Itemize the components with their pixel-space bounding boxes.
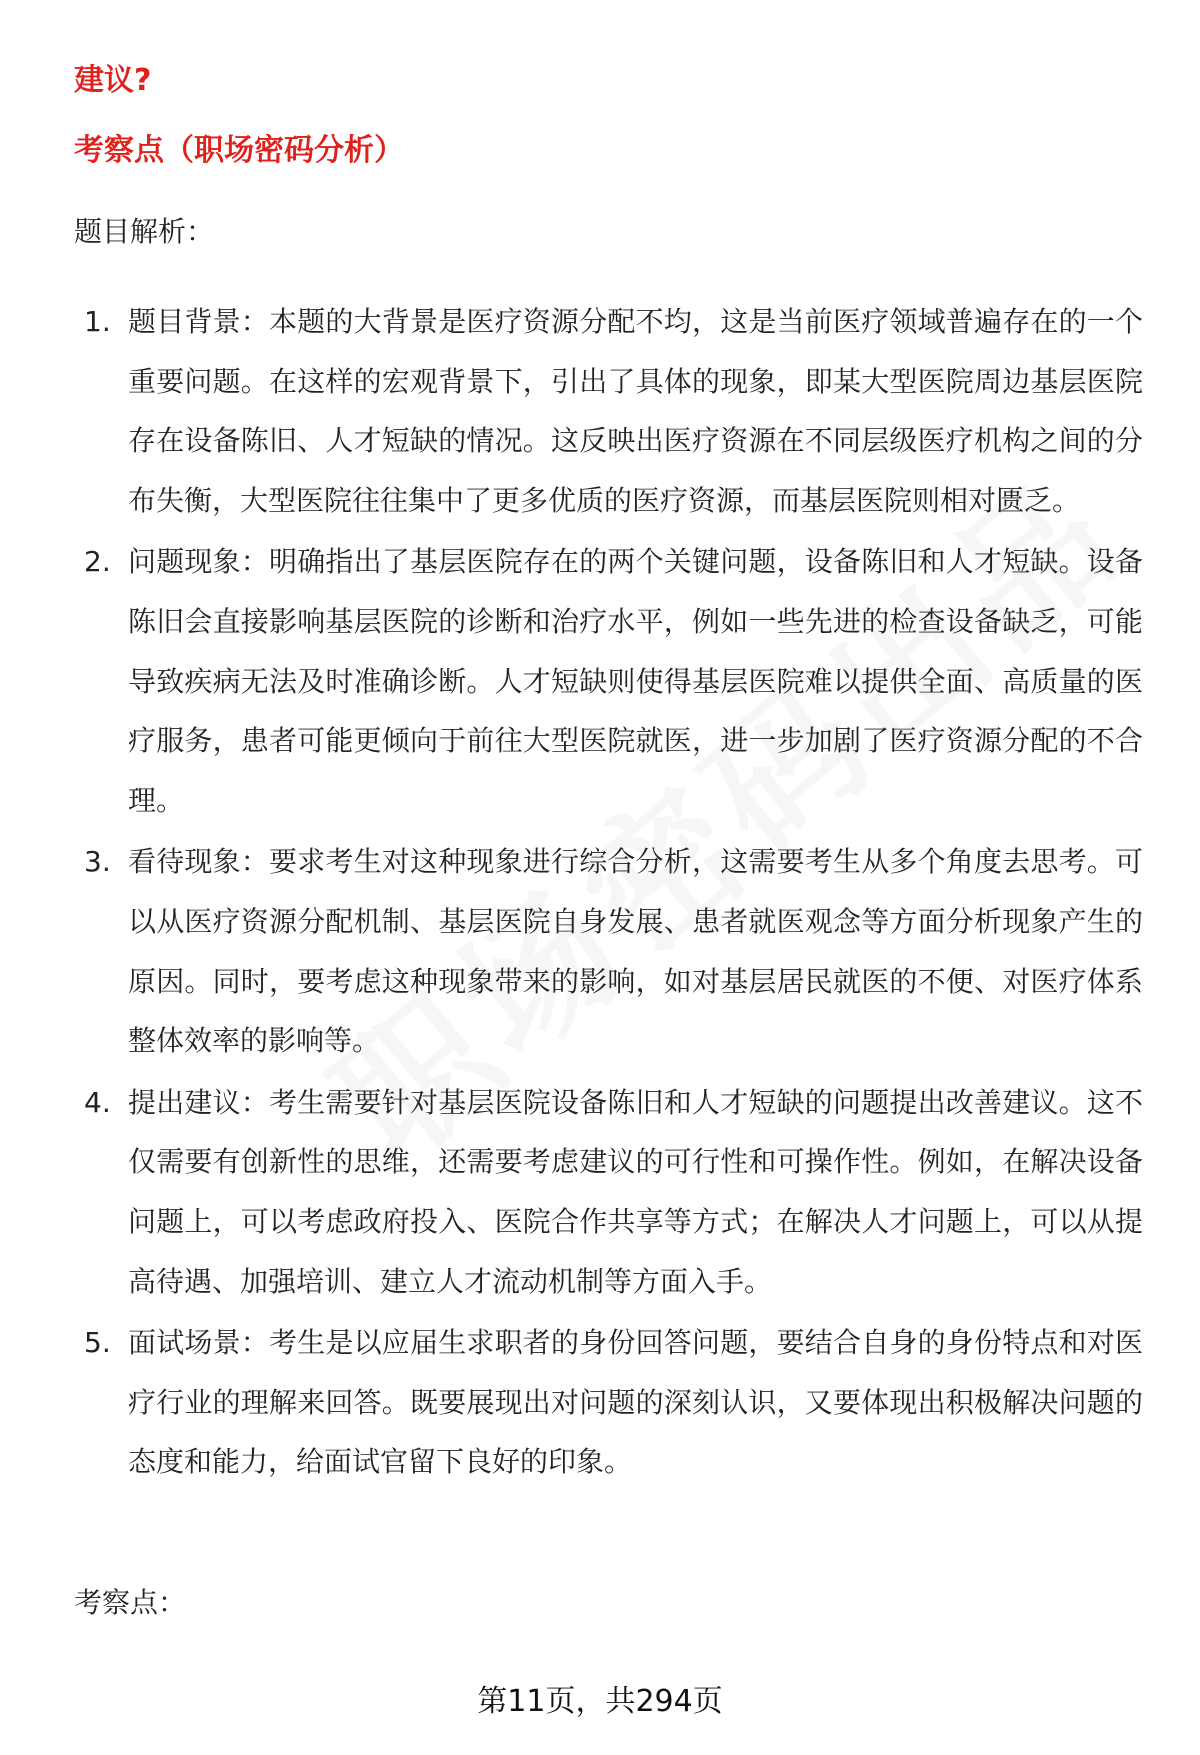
item-text: 提出建议：考生需要针对基层医院设备陈旧和人才短缺的问题提出改善建议。这不仅需要有创新性的思维，还需要考虑建议的可行性和可操作性。例如，在解决设备问题上，可以考虑政府投入、医院合作共享等方式；在解决人才问题上，可以从提高待遇、加强培训、建立人才流动机制等方面入手。 [128, 1085, 1143, 1298]
list-item [0, 532, 1200, 830]
heading-exam-points: 考察点（职场密码分析） [74, 133, 404, 168]
analysis-list [0, 292, 1200, 1494]
exam-points-label: 考察点： [74, 1586, 187, 1619]
list-item [0, 1073, 1200, 1311]
item-number: 4. [84, 1085, 111, 1119]
item-text: 题目背景：本题的大背景是医疗资源分配不均，这是当前医疗领域普遍存在的一个重要问题。在这样的宏观背景下，引出了具体的现象，即某大型医院周边基层医院存在设备陈旧、人才短缺的情况。这反映出医疗资源在不同层级医疗机构之间的分布失衡，大型医院往往集中了更多优质的医疗资源，而基层医院则相对匮乏。 [128, 305, 1143, 517]
item-number: 5. [84, 1326, 111, 1360]
heading-suggestion: 建议? [74, 63, 152, 98]
analysis-label: 题目解析： [74, 215, 215, 248]
item-text: 看待现象：要求考生对这种现象进行综合分析，这需要考生从多个角度去思考。可以从医疗资源分配机制、基层医院自身发展、患者就医观念等方面分析现象产生的原因。同时，要考虑这种现象带来的影响，如对基层居民就医的不便、对医疗体系整体效率的影响等。 [128, 845, 1143, 1058]
page-footer: 第11页，共294页 [477, 1684, 723, 1719]
item-number: 1. [84, 305, 111, 338]
list-item [0, 292, 1200, 530]
item-text: 面试场景：考生是以应届生求职者的身份回答问题，要结合自身的身份特点和对医疗行业的理解来回答。既要展现出对问题的深刻认识，又要体现出积极解决问题的态度和能力，给面试官留下良好的印象。 [128, 1326, 1143, 1479]
list-item [0, 1313, 1200, 1492]
item-number: 3. [84, 845, 111, 879]
item-text: 问题现象：明确指出了基层医院存在的两个关键问题，设备陈旧和人才短缺。设备陈旧会直接影响基层医院的诊断和治疗水平，例如一些先进的检查设备缺乏，可能导致疾病无法及时准确诊断。人才短缺则使得基层医院难以提供全面、高质量的医疗服务，患者可能更倾向于前往大型医院就医，进一步加剧了医疗资源分配的不合理。 [128, 545, 1143, 817]
list-item [0, 832, 1200, 1070]
item-number: 2. [84, 545, 111, 579]
